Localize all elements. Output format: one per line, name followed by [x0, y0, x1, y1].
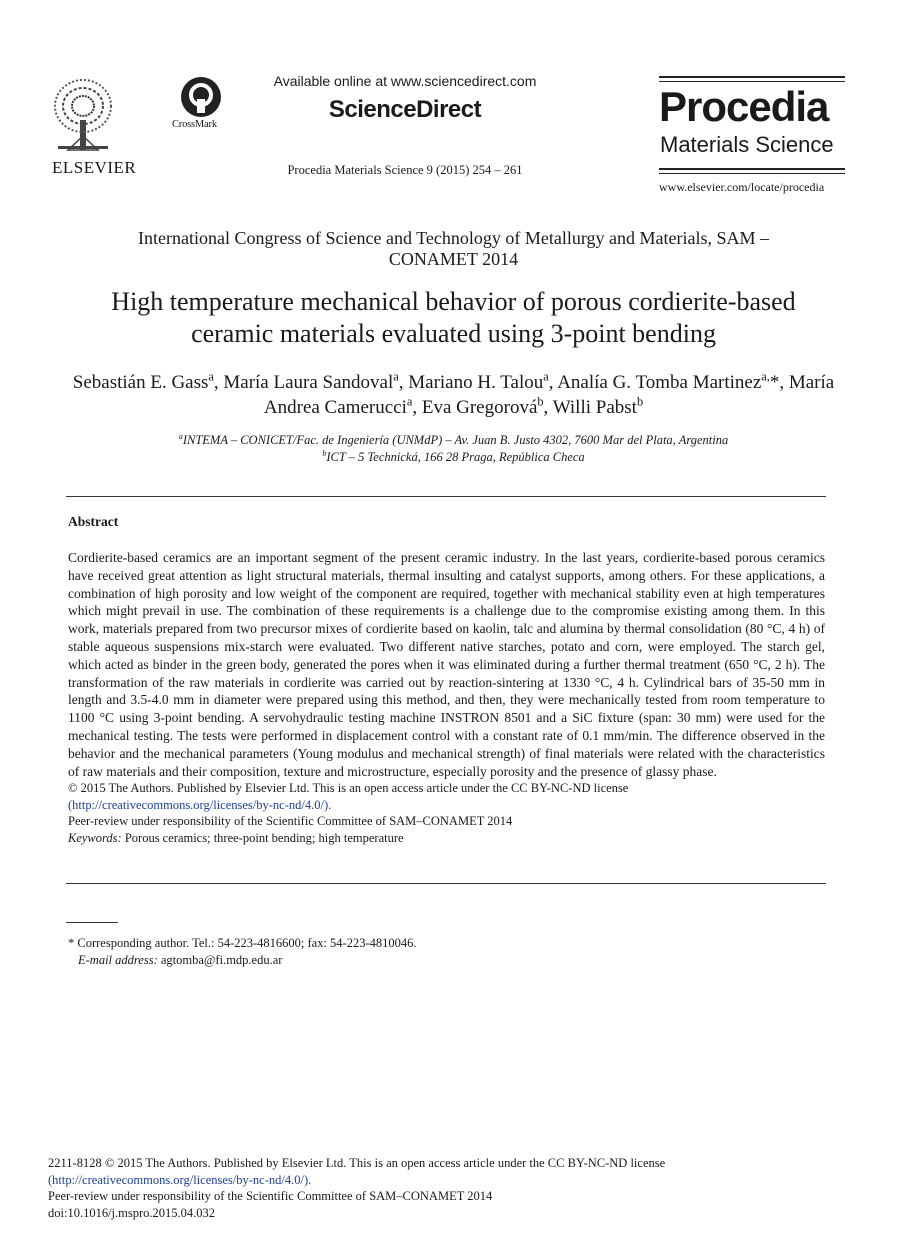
footer-issn-line: 2211-8128 © 2015 The Authors. Published by Elsevier Ltd. This is an open access article under the CC BY-NC-ND license [48, 1156, 666, 1170]
author-affiliation-mark: a [543, 369, 549, 384]
email-address-link[interactable]: agtomba@fi.mdp.edu.ar [157, 952, 283, 967]
procedia-top-rule-thin [659, 81, 845, 82]
email-label: E-mail address: [78, 952, 158, 967]
author-affiliation-mark: b [636, 394, 644, 409]
available-online-text: Available online at www.sciencedirect.com [273, 73, 537, 89]
peer-review-line: Peer-review under responsibility of the Scientific Committee of SAM–CONAMET 2014 [68, 814, 513, 829]
footnote-block [68, 935, 417, 968]
affiliation-text: INTEMA – CONICET/Fac. de Ingeniería (UNMdP) – Av. Juan B. Justo 4302, 7600 Mar del Plata, Argentina [182, 433, 729, 447]
corresponding-author-star[interactable]: * [769, 372, 780, 393]
affiliation-a [60, 432, 847, 449]
procedia-top-rule [659, 76, 845, 78]
page-footer [48, 1155, 665, 1221]
procedia-bottom-rule [659, 168, 845, 170]
corresponding-author-note: * Corresponding author. Tel.: 54-223-4816600; fax: 54-223-4810046. [68, 936, 417, 950]
affiliations [60, 432, 847, 466]
abstract-top-rule [66, 496, 826, 497]
author-affiliation-mark: b [537, 394, 544, 409]
copyright-line: © 2015 The Authors. Published by Elsevier Ltd. This is an open access article under the CC BY-NC-ND license [68, 781, 629, 796]
procedia-subtitle: Materials Science [660, 132, 834, 157]
keywords-label: Keywords: [68, 830, 122, 845]
procedia-title: Procedia [659, 83, 829, 130]
footer-license-link[interactable]: (http://creativecommons.org/licenses/by-nc-nd/4.0/). [48, 1172, 312, 1187]
abstract-block [68, 549, 825, 846]
affiliation-b [60, 449, 847, 466]
author-separator: , [779, 372, 789, 393]
author-name: Willi Pabst [552, 397, 637, 418]
journal-citation: Procedia Materials Science 9 (2015) 254 – 261 [287, 163, 523, 177]
email-line [68, 952, 417, 969]
procedia-url-link[interactable]: www.elsevier.com/locate/procedia [659, 180, 825, 194]
author-name: Eva Gregorová [421, 397, 538, 418]
paper-title-line-2: ceramic materials evaluated using 3-point bending [191, 319, 716, 348]
keywords-line [68, 830, 825, 847]
author-separator: , [398, 372, 409, 393]
license-link[interactable]: (http://creativecommons.org/licenses/by-nc-nd/4.0/). [68, 797, 332, 812]
author-name: Analía G. Tomba Martinez [557, 372, 762, 393]
abstract-heading: Abstract [68, 514, 119, 529]
paper-title [60, 286, 847, 350]
author-name: Sebastián E. Gass [72, 372, 209, 393]
footnote-rule [66, 922, 118, 923]
footer-doi[interactable]: doi:10.1016/j.mspro.2015.04.032 [48, 1205, 216, 1220]
affiliation-mark: a [178, 431, 183, 441]
crossmark-label: CrossMark [172, 119, 217, 130]
abstract-bottom-rule [66, 883, 826, 884]
author-separator: , [213, 372, 224, 393]
author-list [60, 370, 847, 420]
affiliation-text: ICT – 5 Technická, 166 28 Praga, República Checa [326, 450, 585, 464]
author-affiliation-mark: a, [761, 369, 770, 384]
affiliation-mark: b [322, 448, 327, 458]
author-name: Mariano H. Talou [408, 372, 544, 393]
elsevier-wordmark: ELSEVIER [52, 158, 137, 177]
footer-peer-review: Peer-review under responsibility of the Scientific Committee of SAM–CONAMET 2014 [48, 1189, 493, 1203]
author-affiliation-mark: a [406, 394, 413, 409]
author-name: María Andrea Camerucci [263, 372, 835, 418]
procedia-bottom-rule-thin [659, 173, 845, 174]
elsevier-tree-logo [50, 76, 116, 156]
keywords-text: Porous ceramics; three-point bending; high temperature [121, 830, 404, 845]
author-affiliation-mark: a [208, 369, 214, 384]
crossmark-icon[interactable] [178, 75, 224, 119]
author-affiliation-mark: a [393, 369, 399, 384]
author-separator: , [412, 397, 422, 418]
sciencedirect-logo[interactable]: ScienceDirect [328, 96, 482, 123]
conference-line-1: International Congress of Science and Technology of Metallurgy and Materials, SAM – [138, 228, 769, 248]
author-separator: , [548, 372, 558, 393]
paper-title-line-1: High temperature mechanical behavior of porous cordierite-based [111, 287, 796, 316]
abstract-body: Cordierite-based ceramics are an important segment of the present ceramic industry. In the last years, cordierite-based porous ceramics have received great attention as light structural materials, thermal insulting and catalyst supports, among others. For these applications, a combination of high porosity and low weight of the component are required, together with mechanical stability even at high temperatures which might prevail in use. The combination of these requirements is a challenge due to the compromise existing among them. In this work, materials prepared from two precursor mixes of cordierite based on kaolin, talc and alumina by thermal consolidation (80 °C, 4 h) of stable aqueous suspensions mix-starch were evaluated. Two different native starches, potato and corn, were employed. The starch gel, which acted as binder in the green body, generated the pores when it was eliminated during a further thermal treatment (650 °C, 2 h). The transformation of the raw materials in cordierite was carried out by reaction-sintering at 1330 °C, 4 h. Cylindrical bars of 35-50 mm in length and 3.5-4.0 mm in diameter were prepared using this method, and then, they were mechanically tested from room temperature to 1100 °C using 3-point bending. A servohydraulic testing machine INSTRON 8501 and a SiC fixture (span: 30 mm) were used for the mechanical testing. The tests were performed in displacement control with a constant rate of 0.1 mm/min. The difference observed in the behavior and the mechanical parameters (Young modulus and mechanical strength) of final materials were related with the characteristics of raw materials and their composition, texture and microstructure, especially porosity and the presence of glassy phase. [68, 550, 825, 779]
conference-name [60, 228, 847, 270]
conference-line-2: CONAMET 2014 [388, 249, 519, 269]
author-name: María Laura Sandoval [223, 372, 394, 393]
author-separator: , [543, 397, 553, 418]
